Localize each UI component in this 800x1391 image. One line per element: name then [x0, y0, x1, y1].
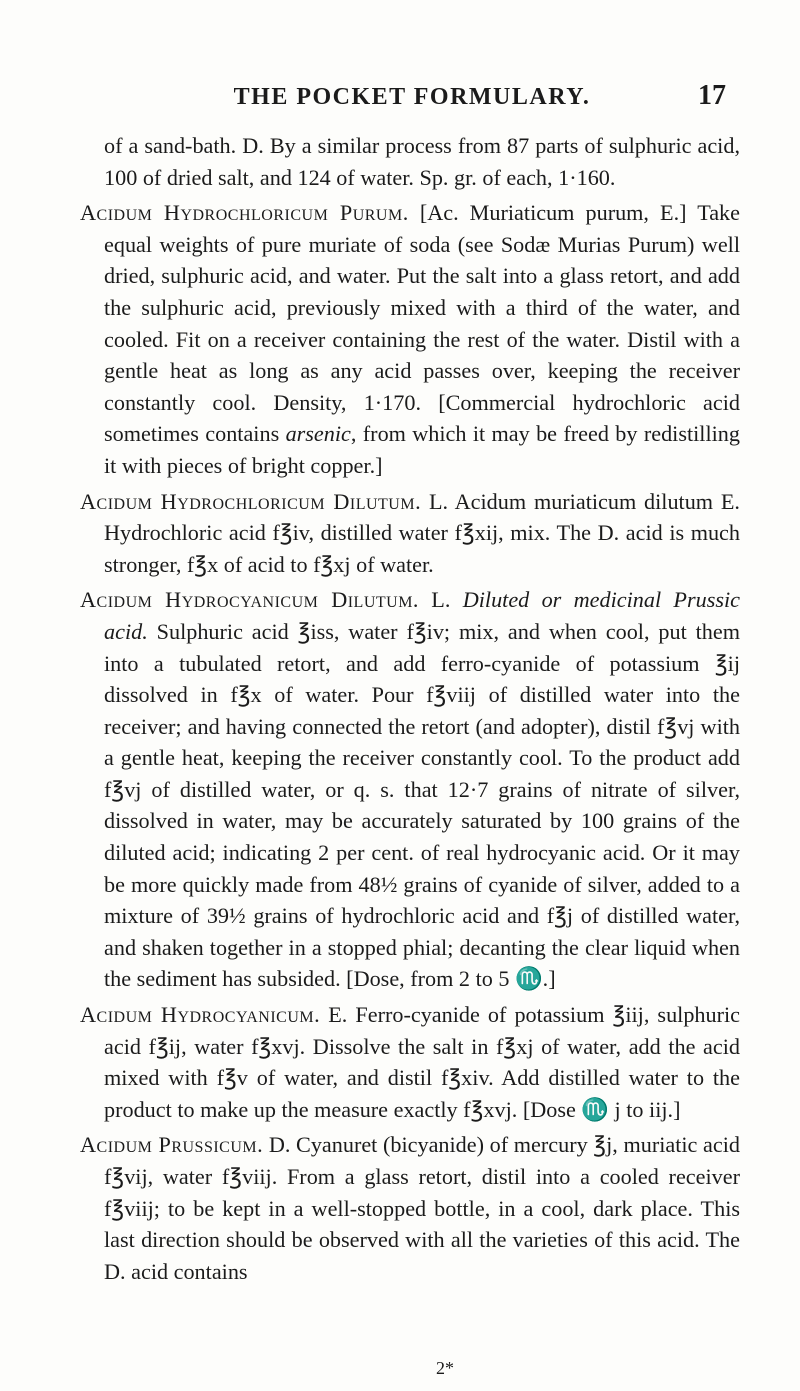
entry-text: [Ac. Muriaticum purum, E.] Take equal weights of pure muriate of soda (see Sodæ Murias Purum) well dried, sulphuric acid, and water. Put the salt into a glass retort, and add the sulphuric acid, previously mixed with a third of the water, and cooled. Fit on a receiver containing the rest of the water. Distil with a gentle heat as long as any acid passes over, keeping the receiver constantly cool. Density, 1·170. [Commercial hydrochloric acid sometimes contains [104, 200, 740, 447]
entry-acidum-hydrochloricum-purum [80, 197, 740, 481]
entry-text: Sulphuric acid ℥iss, water f℥iv; mix, and when cool, put them into a tubulated retort, and add ferro-cyanide of potassium ℥ij dissolved in f℥x of water. Pour f℥viij of distilled water into the receiver; and having connected the retort (and adopter), distil f℥vj with a gentle heat, keeping the receiver constantly cool. To the product add f℥vj of distilled water, or q. s. that 12·7 grains of nitrate of silver, dissolved in water, may be accurately saturated by 100 grains of the diluted acid; indicating 2 per cent. of real hydrocyanic acid. Or it may be more quickly made from 48½ grains of cyanide of silver, added to a mixture of 39½ grains of hydrochloric acid and f℥j of distilled water, and shaken together in a stopped phial; decanting the clear liquid when the sediment has subsided. [Dose, from 2 to 5 ♏.] [104, 618, 740, 992]
entry-text-tail: , from which it may be freed by redistilling it with pieces of bright copper.] [104, 421, 740, 478]
entry-title: Acidum Hydrochloricum Purum. [80, 200, 409, 226]
page-body [80, 130, 740, 1291]
entry-text: L. Acidum muriaticum dilutum E. Hydrochloric acid f℥iv, distilled water f℥xij, mix. The D. acid is much stronger, f℥x of acid to f℥xj of water. [104, 488, 740, 577]
entry-text: D. Cyanuret (bicyanide) of mercury ℥j, muriatic acid f℥vij, water f℥viij. From a glass retort, distil into a cooled receiver f℥viij; to be kept in a well-stopped bottle, in a cool, dark place. This last direction should be observed with all the varieties of this acid. The D. acid contains [104, 1132, 740, 1284]
entry-acidum-hydrocyanicum [80, 999, 740, 1125]
signature-mark: 2* [436, 1358, 454, 1378]
entry-title: Acidum Hydrochloricum Dilutum. [80, 488, 422, 514]
running-head: THE POCKET FORMULARY. [233, 84, 591, 110]
entry-acidum-hydrocyanicum-dilutum [80, 584, 740, 995]
page-number: 17 [698, 80, 726, 111]
entry-text: E. Ferro-cyanide of potassium ℥iij, sulphuric acid f℥ij, water f℥xvj. Dissolve the salt in f℥xj of water, add the acid mixed with f℥v of water, and distil f℥xiv. Add distilled water to the product to make up the measure exactly f℥xvj. [Dose ♏ j to iij.] [104, 1002, 741, 1122]
page-header [112, 80, 726, 116]
paragraph-continuation [80, 130, 740, 193]
paragraph-text: of a sand-bath. D. By a similar process from 87 parts of sulphuric acid, 100 of dried salt, and 124 of water. Sp. gr. of each, 1·160. [104, 133, 740, 190]
entry-title: Acidum Hydrocyanicum Dilutum. [80, 587, 419, 613]
entry-title: Acidum Hydrocyanicum. [80, 1002, 321, 1028]
entry-italic-text: arsenic [285, 421, 351, 447]
entry-title: Acidum Prussicum. [80, 1132, 264, 1158]
entry-acidum-hydrochloricum-dilutum [80, 486, 740, 581]
entry-acidum-prussicum [80, 1129, 740, 1287]
entry-italic-text: Diluted or medicinal Prussic acid. [104, 587, 740, 644]
entry-lead: L. [418, 587, 463, 613]
